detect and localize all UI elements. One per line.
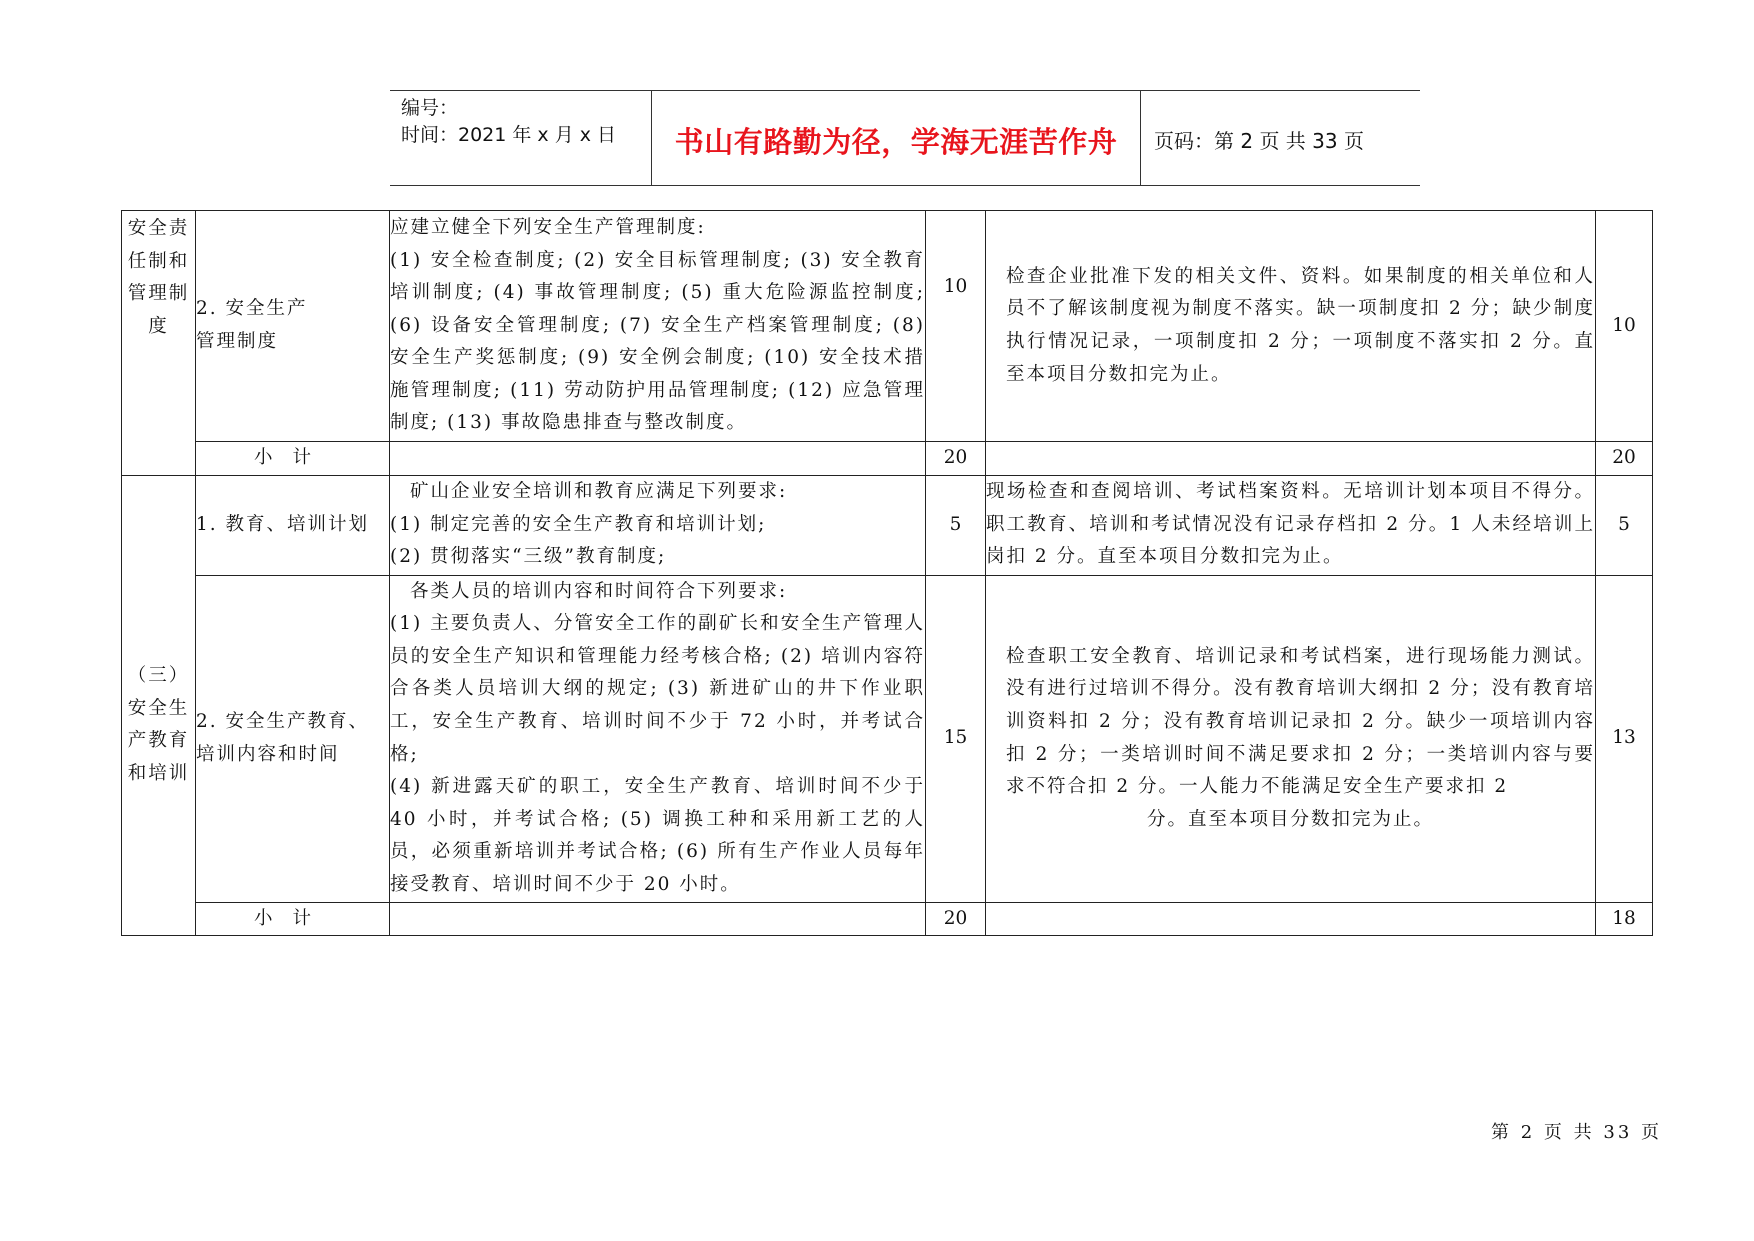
assessment-table xyxy=(121,210,1653,936)
requirement-intro: 应建立健全下列安全生产管理制度: xyxy=(390,216,706,238)
requirement-intro: 矿山企业安全培训和教育应满足下列要求: xyxy=(410,481,788,503)
actual-score: 5 xyxy=(1596,475,1653,575)
requirement-cell xyxy=(390,575,926,902)
method-text: 检查职工安全教育、培训记录和考试档案，进行现场能力测试。没有进行过培训不得分。没有教育培训大纲扣 2 分；没有教育培训资料扣 2 分；没有教育培训记录扣 2 分。缺少一项培训内容扣 2 分；一类培训时间不满足要求扣 2 分；一类培训内容与要求不符合扣 2 分。一人能力不能满足安全生产要求扣 2 xyxy=(1006,645,1595,798)
subtotal-row xyxy=(122,442,1653,476)
requirement-cell xyxy=(390,475,926,575)
method-cell xyxy=(986,211,1596,442)
empty-cell xyxy=(390,902,926,936)
subtotal-row xyxy=(122,902,1653,936)
requirement-cell xyxy=(390,211,926,442)
requirement-text: (1) 制定完善的安全生产教育和培训计划; xyxy=(390,513,767,535)
item-label: 1. 教育、培训计划 xyxy=(196,475,390,575)
requirement-text: (1) 安全检查制度; (2) 安全目标管理制度; (3) 安全教育培训制度; (4) 事故管理制度; (5) 重大危险源监控制度; (6) 设备安全管理制度; (7) 安全生产档案管理制度; (8) 安全生产奖惩制度; (9) 安全例会制度; (10) 安全技术措施管理制度; (11) 劳动防护用品管理制度; (12) 应急管理制度; (13) 事故隐患排查与整改制度。 xyxy=(390,249,925,434)
requirement-text: (2) 贯彻落实“三级”教育制度; xyxy=(390,546,667,568)
doc-number-label: 编号： xyxy=(401,97,459,119)
method-text-tail: 分。直至本项目分数扣完为止。 xyxy=(1146,808,1434,830)
header-page-code: 页码：第 2 页 共 33 页 xyxy=(1154,128,1364,153)
empty-cell xyxy=(986,442,1596,476)
document-header xyxy=(390,90,1420,186)
method-cell xyxy=(986,575,1596,902)
standard-score: 10 xyxy=(926,211,986,442)
category-label: 安全责任制和管理制度 xyxy=(127,218,190,337)
table-row xyxy=(122,475,1653,575)
header-motto: 书山有路勤为径，学海无涯苦作舟 xyxy=(652,91,1141,185)
doc-date: 时间：2021 年 x 月 x 日 xyxy=(401,124,617,146)
subtotal-actual: 18 xyxy=(1596,902,1653,936)
page-footer: 第 2 页 共 33 页 xyxy=(1491,1122,1662,1143)
method-text: 现场检查和查阅培训、考试档案资料。无培训计划本项目不得分。职工教育、培训和考试情况没有记录存档扣 2 分。1 人未经培训上岗扣 2 分。直至本项目分数扣完为止。 xyxy=(986,475,1596,575)
item-label: 2. 安全生产教育、培训内容和时间 xyxy=(196,575,390,902)
actual-score: 10 xyxy=(1596,211,1653,442)
empty-cell xyxy=(390,442,926,476)
subtotal-score: 20 xyxy=(926,442,986,476)
requirement-intro: 各类人员的培训内容和时间符合下列要求: xyxy=(410,580,788,602)
standard-score: 15 xyxy=(926,575,986,902)
subtotal-label: 小计 xyxy=(196,442,390,476)
item-label: 2. 安全生产 管理制度 xyxy=(196,211,390,442)
requirement-text: (1) 主要负责人、分管安全工作的副矿长和安全生产管理人员的安全生产知识和管理能力经考核合格; (2) 培训内容符合各类人员培训大纲的规定; (3) 新进矿山的井下作业职工，安全生产教育、培训时间不少于 72 小时，并考试合格; xyxy=(390,613,925,765)
category-cell xyxy=(122,211,196,476)
method-text: 检查企业批准下发的相关文件、资料。如果制度的相关单位和人员不了解该制度视为制度不落实。缺一项制度扣 2 分；缺少制度执行情况记录，一项制度扣 2 分；一项制度不落实扣 2 分。直至本项目分数扣完为止。 xyxy=(1006,265,1595,385)
subtotal-label: 小计 xyxy=(196,902,390,936)
empty-cell xyxy=(986,902,1596,936)
category-label: （三）安全生产教育和培训 xyxy=(127,665,190,784)
table-row xyxy=(122,211,1653,442)
actual-score: 13 xyxy=(1596,575,1653,902)
subtotal-score: 20 xyxy=(926,902,986,936)
standard-score: 5 xyxy=(926,475,986,575)
header-meta xyxy=(390,91,652,185)
table-row xyxy=(122,575,1653,902)
category-cell xyxy=(122,475,196,936)
subtotal-actual: 20 xyxy=(1596,442,1653,476)
requirement-text: (4) 新进露天矿的职工，安全生产教育、培训时间不少于 40 小时，并考试合格; (5) 调换工种和采用新工艺的人员，必须重新培训并考试合格; (6) 所有生产作业人员每年接受教育、培训时间不少于 20 小时。 xyxy=(390,776,925,895)
